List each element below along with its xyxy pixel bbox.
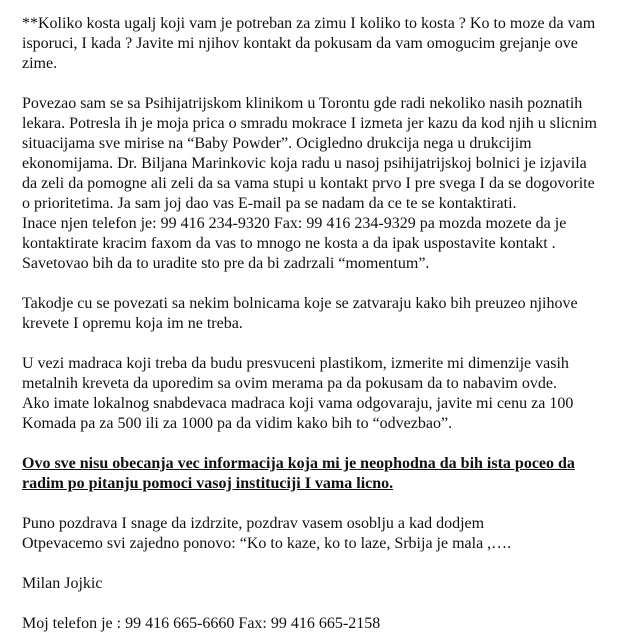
letter-page bbox=[22, 14, 622, 640]
letter-line: o prioritetima. Ja sam joj dao vas E-mail pa se nadam da ce te se kontaktirati. bbox=[22, 195, 517, 212]
letter-paragraph-p3 bbox=[22, 294, 622, 334]
letter-line: Savetovao bih da to uradite sto pre da bi zadrzali “momentum”. bbox=[22, 255, 430, 272]
letter-line: krevete I opremu koja im ne treba. bbox=[22, 315, 243, 332]
letter-line: kontaktirate kracim faxom da vas to mnogo ne kosta a da ipak uspostavite kontakt . bbox=[22, 235, 556, 252]
letter-paragraph-p7 bbox=[22, 574, 622, 594]
letter-line: situacijama sve mirise na “Baby Powder”. Ocigledno drukcija nega u drukcijim bbox=[22, 135, 532, 152]
letter-line: Puno pozdrava I snage da izdrzite, pozdrav vasem osoblju a kad dodjem bbox=[22, 515, 485, 532]
letter-line: lekara. Potresla ih je moja prica o smradu mokrace I izmeta jer kazu da kod njih u slicnim bbox=[22, 115, 597, 132]
letter-paragraph-p1 bbox=[22, 14, 622, 74]
letter-line: Komada pa za 500 ili za 1000 pa da vidim kako bih to “odvezbao”. bbox=[22, 415, 453, 432]
letter-line: Takodje cu se povezati sa nekim bolnicama koje se zatvaraju kako bih preuzeo njihove bbox=[22, 295, 578, 312]
letter-line: Otpevacemo svi zajedno ponovo: “Ko to kaze, ko to laze, Srbija je mala ,…. bbox=[22, 535, 512, 552]
letter-line: radim po pitanju pomoci vasoj instituciji I vama licno. bbox=[22, 475, 394, 492]
letter-paragraph-p2 bbox=[22, 94, 622, 274]
letter-line: Povezao sam se sa Psihijatrijskom klinikom u Torontu gde radi nekoliko nasih poznatih bbox=[22, 95, 583, 112]
letter-paragraph-p8 bbox=[22, 614, 622, 634]
letter-line: da zeli da pomogne ali zeli da sa vama stupi u kontakt prvo I pre svega I da se dogovorite bbox=[22, 175, 595, 192]
letter-line: **Koliko kosta ugalj koji vam je potreban za zimu I koliko to kosta ? Ko to moze da vam bbox=[22, 15, 596, 32]
letter-paragraph-p6 bbox=[22, 514, 622, 554]
letter-line: U vezi madraca koji treba da budu presvuceni plastikom, izmerite mi dimenzije vasih bbox=[22, 355, 569, 372]
letter-line: Milan Jojkic bbox=[22, 575, 103, 592]
letter-line: ekonomijama. Dr. Biljana Marinkovic koja radu u nasoj psihijatrijskoj bolnici je izjavila bbox=[22, 155, 587, 172]
letter-line: Moj telefon je : 99 416 665-6660 Fax: 99 416 665-2158 bbox=[22, 615, 381, 632]
letter-line: Ovo sve nisu obecanja vec informacija koja mi je neophodna da bih ista poceo da bbox=[22, 455, 575, 472]
letter-line: Inace njen telefon je: 99 416 234-9320 Fax: 99 416 234-9329 pa mozda mozete da je bbox=[22, 215, 567, 232]
letter-line: zime. bbox=[22, 55, 58, 72]
letter-paragraph-p4 bbox=[22, 354, 622, 434]
letter-paragraph-p5 bbox=[22, 454, 622, 494]
letter-line: Ako imate lokalnog snabdevaca madraca koji vama odgovaraju, javite mi cenu za 100 bbox=[22, 395, 574, 412]
letter-line: metalnih kreveta da uporedim sa ovim merama pa da pokusam da to nabavim ovde. bbox=[22, 375, 557, 392]
letter-line: isporuci, I kada ? Javite mi njihov kontakt da pokusam da vam omogucim grejanje ove bbox=[22, 35, 578, 52]
